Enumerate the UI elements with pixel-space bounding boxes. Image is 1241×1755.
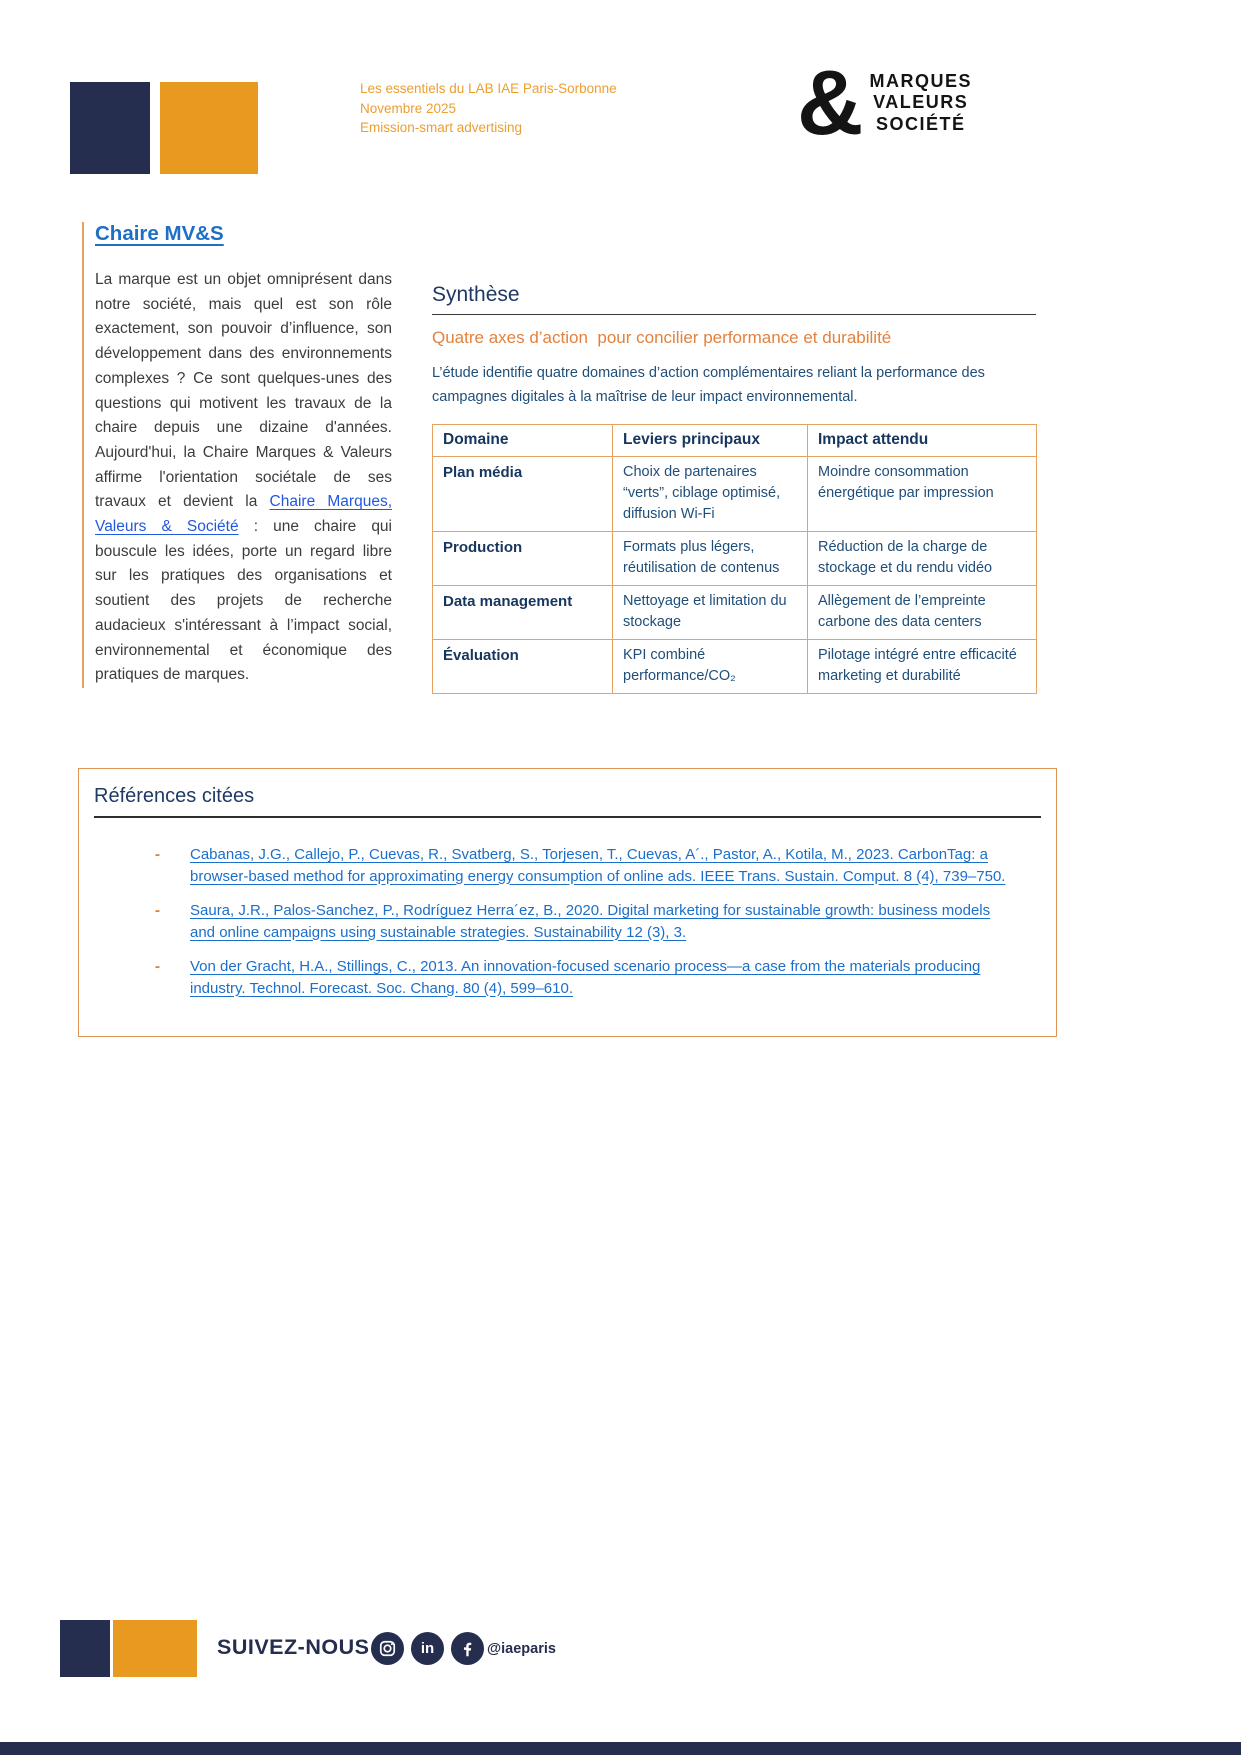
references-list [79, 844, 1056, 999]
mvs-logo-text [869, 71, 972, 136]
linkedin-icon[interactable]: in [411, 1632, 444, 1665]
synthese-subtitle: Quatre axes d’action pour concilier performance et durabilité [432, 328, 892, 347]
synthese-intro: L’étude identifie quatre domaines d’action complémentaires reliant la performance des campagnes digitales à la maîtrise de leur impact environnemental. [432, 365, 985, 405]
reference-link-saura[interactable]: Saura, J.R., Palos-Sanchez, P., Rodríguez Herra´ez, B., 2020. Digital marketing for sustainable growth: business models and online campaigns using sustainable strategies. Sustainability 12 (3), 3. [190, 902, 991, 941]
footer-block-navy [60, 1620, 110, 1677]
reference-item [155, 900, 1016, 943]
cell-impact: Moindre consommation énergétique par impression [808, 457, 1037, 532]
table-row [433, 640, 1037, 694]
table-row [433, 586, 1037, 640]
header-meta [360, 79, 617, 138]
social-handle: @iaeparis [487, 1641, 556, 1657]
facebook-icon[interactable] [451, 1632, 484, 1665]
logo-line-marques: MARQUES [869, 70, 972, 91]
dash-bullet: - [155, 846, 160, 863]
table-row [433, 457, 1037, 532]
dash-bullet: - [155, 902, 160, 919]
table-header-domaine: Domaine [433, 425, 613, 457]
cell-leviers: KPI combiné performance/CO₂ [613, 640, 808, 694]
brand-block-navy [70, 82, 150, 174]
chaire-paragraph [95, 268, 392, 688]
synthese-table [432, 424, 1037, 694]
header-meta-line-topic: Emission-smart advertising [360, 120, 523, 135]
table-header-row [433, 425, 1037, 457]
synthese-title-rule [432, 314, 1036, 315]
references-title-rule [94, 816, 1041, 818]
reference-link-cabanas[interactable]: Cabanas, J.G., Callejo, P., Cuevas, R., Svatberg, S., Torjesen, T., Cuevas, A´., Pastor, A., Kotila, M., 2023. CarbonTag: a browser-based method for approximating energy consumption of online ads. IEEE Trans. Sustain. Comput. 8 (4), 739–750. [190, 846, 1006, 885]
references-title: Références citées [94, 785, 255, 807]
ampersand-logo-icon: & [797, 52, 862, 154]
reference-link-vondergracht[interactable]: Von der Gracht, H.A., Stillings, C., 2013. An innovation-focused scenario process—a case from the materials producing industry. Technol. Forecast. Soc. Chang. 80 (4), 599–610. [190, 958, 981, 997]
follow-us-label: SUIVEZ-NOUS [217, 1635, 370, 1659]
cell-domaine: Évaluation [433, 640, 613, 694]
header-meta-line-date: Novembre 2025 [360, 100, 457, 116]
table-header-impact: Impact attendu [808, 425, 1037, 457]
cell-domaine: Data management [433, 586, 613, 640]
cell-impact: Allègement de l’empreinte carbone des data centers [808, 586, 1037, 640]
dash-bullet: - [155, 958, 160, 975]
logo-line-valeurs: VALEURS [873, 92, 969, 113]
header-meta-line-title: Les essentiels du LAB IAE Paris-Sorbonne [360, 81, 617, 96]
synthese-title: Synthèse [432, 283, 520, 306]
bottom-bar [0, 1742, 1241, 1755]
chaire-title-link[interactable]: Chaire MV&S [95, 222, 224, 245]
mvs-logo [797, 52, 972, 154]
cell-leviers: Choix de partenaires “verts”, ciblage optimisé, diffusion Wi-Fi [613, 457, 808, 532]
chaire-paragraph-text-after: : une chaire qui bouscule les idées, porte un regard libre sur les pratiques des organisations et soutient des projets de recherche audacieux s'intéressant à l’impact social, environnemental et économique des pratiques de marques. [95, 518, 392, 684]
table-header-leviers: Leviers principaux [613, 425, 808, 457]
table-row [433, 532, 1037, 586]
cell-leviers: Formats plus légers, réutilisation de contenus [613, 532, 808, 586]
references-box [78, 768, 1057, 1037]
chaire-paragraph-text-before: La marque est un objet omniprésent dans notre société, mais quel est son rôle exactement, son pouvoir d’influence, son développement dans des environnements complexes ? Ce sont quelques-unes des questions qui motivent les travaux de la chaire depuis une dizaine d'années. Aujourd'hui, la Chaire Marques & Valeurs affirme l'orientation sociétale de ses travaux et devient la [95, 271, 392, 511]
cell-impact: Pilotage intégré entre efficacité marketing et durabilité [808, 640, 1037, 694]
reference-item [155, 844, 1016, 887]
cell-domaine: Plan média [433, 457, 613, 532]
instagram-icon[interactable] [371, 1632, 404, 1665]
brand-block-orange [160, 82, 258, 174]
chaire-mvs-link[interactable]: Chaire Marques, Valeurs & Société [95, 493, 393, 536]
chaire-section [82, 222, 392, 688]
footer-block-orange [113, 1620, 197, 1677]
logo-line-societe: SOCIÉTÉ [875, 113, 966, 134]
synthese-section [432, 283, 1036, 694]
cell-impact: Réduction de la charge de stockage et du rendu vidéo [808, 532, 1037, 586]
reference-item [155, 956, 1016, 999]
social-icons [371, 1632, 484, 1665]
cell-domaine: Production [433, 532, 613, 586]
cell-leviers: Nettoyage et limitation du stockage [613, 586, 808, 640]
